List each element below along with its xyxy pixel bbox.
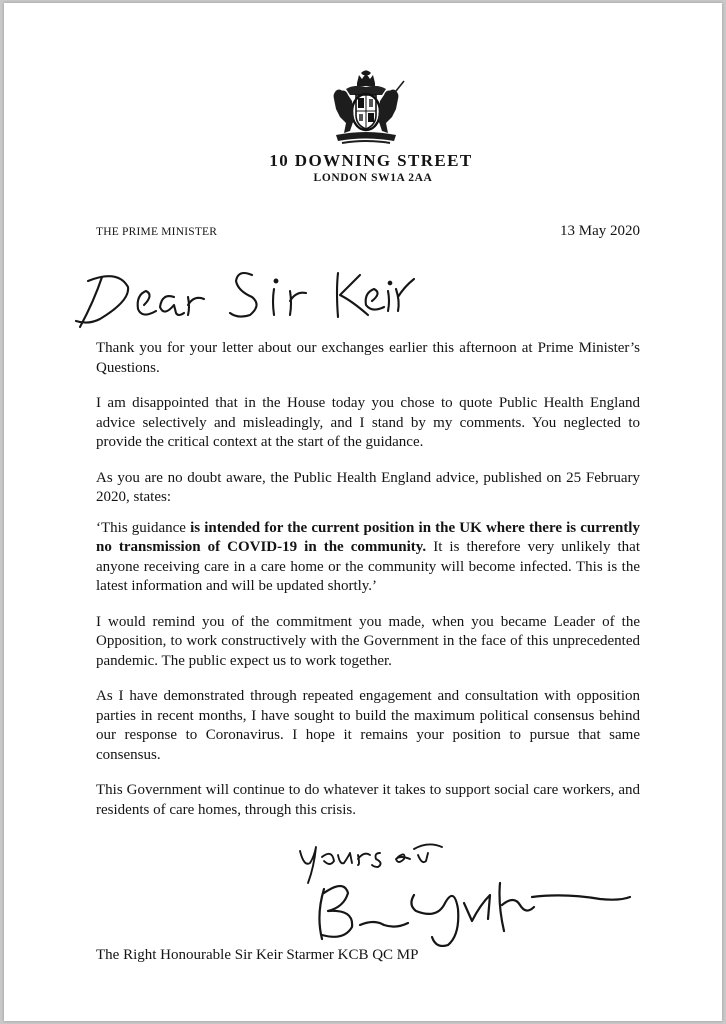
paragraph-7: This Government will continue to do whatever it takes to support social care workers, and residents of care homes, through this crisis. [96, 782, 640, 818]
paragraph-3: As you are no doubt aware, the Public Health England advice, published on 25 February 2020, states: [96, 469, 640, 505]
handwritten-salutation [70, 261, 420, 341]
letter-date: 13 May 2020 [560, 223, 640, 239]
letterhead-address-street: 10 DOWNING STREET [269, 151, 473, 170]
handwritten-signature [304, 875, 634, 947]
letter-body [96, 339, 640, 836]
guidance-quote [96, 519, 640, 597]
quote-closing: It is therefore very unlikely that anyone receiving care in a care home or the community will become infected. This is the latest information and will be updated shortly.’ [96, 539, 640, 594]
letter-page [4, 3, 722, 1021]
paragraph-2: I am disappointed that in the House today you chose to quote Public Health England advice selectively and misleadingly, and I stand by my comments. You neglected to provide the critical context at the start of the guidance. [96, 395, 640, 450]
recipient-line: The Right Honourable Sir Keir Starmer KCB QC MP [96, 947, 419, 963]
quote-opening: ‘This guidance [96, 519, 191, 536]
paragraph-1: Thank you for your letter about our exchanges earlier this afternoon at Prime Minister’s Questions. [96, 340, 640, 376]
sender-title: THE PRIME MINISTER [96, 226, 218, 238]
quote-emphasis: is intended for the current position in the UK where there is currently no transmission of COVID-19 in the community. [96, 519, 640, 555]
letterhead-address-city: LONDON SW1A 2AA [313, 172, 433, 184]
paragraph-6: As I have demonstrated through repeated engagement and consultation with opposition parties in recent months, I have sought to build the maximum political consensus behind our response to Coronavirus. I hope it remains your position to pursue that same consensus. [96, 688, 640, 763]
paragraph-5: I would remind you of the commitment you made, when you became Leader of the Opposition, to work constructively with the Government in the face of this unprecedented pandemic. The public expect us to work together. [96, 613, 640, 669]
royal-coat-of-arms-icon [324, 69, 408, 149]
